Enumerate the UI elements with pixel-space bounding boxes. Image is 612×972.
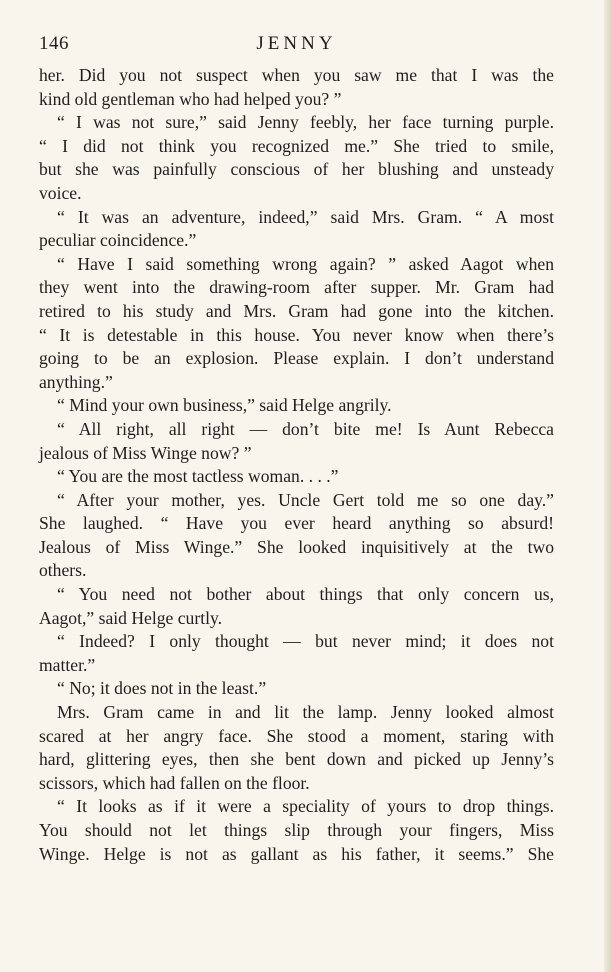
- text-line: matter.”: [39, 654, 96, 675]
- text-line: going to be an explosion. Please explain. I don’t understand: [39, 348, 554, 369]
- text-line: peculiar coincidence.”: [39, 230, 197, 251]
- text-line: She laughed. “ Have you ever heard anything so absurd!: [39, 513, 554, 534]
- text-line: Aagot,” said Helge curtly.: [39, 607, 223, 628]
- text-line: kind old gentleman who had helped you? ”: [39, 88, 342, 109]
- text-line: You should not let things slip through your fingers, Miss: [39, 820, 554, 840]
- page-header: [39, 33, 554, 57]
- text-line: they went into the drawing-room after supper. Mr. Gram had: [39, 277, 554, 298]
- text-line: Winge. Helge is not as gallant as his father, it seems.” She: [39, 843, 554, 864]
- text-line: “ Indeed? I only thought — but never mind; it does not: [57, 631, 554, 652]
- text-line: “ Have I said something wrong again? ” asked Aagot when: [57, 253, 554, 274]
- text-line: jealous of Miss Winge now? ”: [39, 442, 252, 463]
- text-line: “ I was not sure,” said Jenny feebly, her face turning purple.: [57, 112, 554, 133]
- running-title: JENNY: [256, 33, 337, 54]
- text-line: “ You are the most tactless woman. . . .”: [57, 466, 339, 487]
- text-line: hard, glittering eyes, then she bent down and picked up Jenny’s: [39, 749, 554, 770]
- text-line: “ It is detestable in this house. You never know when there’s: [39, 324, 554, 345]
- text-line: retired to his study and Mrs. Gram had gone into the kitchen.: [39, 300, 554, 321]
- text-line: but she was painfully conscious of her blushing and unsteady: [39, 159, 554, 180]
- text-line: “ It was an adventure, indeed,” said Mrs. Gram. “ A most: [57, 206, 554, 227]
- text-line: scissors, which had fallen on the floor.: [39, 772, 310, 793]
- text-line: Mrs. Gram came in and lit the lamp. Jenny looked almost: [57, 702, 554, 723]
- text-line: scared at her angry face. She stood a moment, staring with: [39, 725, 554, 746]
- page-number: 146: [39, 33, 69, 54]
- text-line: anything.”: [39, 371, 113, 392]
- body-text: [39, 64, 554, 866]
- text-line: “ It looks as if it were a speciality of yours to drop things.: [57, 796, 554, 817]
- text-line: Jealous of Miss Winge.” She looked inquisitively at the two: [39, 536, 554, 557]
- text-line: “ You need not bother about things that only concern us,: [57, 584, 554, 605]
- text-line: “ Mind your own business,” said Helge angrily.: [57, 395, 392, 416]
- text-line: “ I did not think you recognized me.” She tried to smile,: [39, 135, 554, 156]
- page-edge: [604, 0, 612, 972]
- text-line: “ After your mother, yes. Uncle Gert told me so one day.”: [57, 489, 554, 510]
- text-line: voice.: [39, 182, 82, 203]
- text-line: others.: [39, 560, 87, 581]
- text-line: “ All right, all right — don’t bite me! Is Aunt Rebecca: [57, 418, 554, 439]
- text-line: her. Did you not suspect when you saw me that I was the: [39, 65, 554, 85]
- text-line: “ No; it does not in the least.”: [57, 678, 267, 699]
